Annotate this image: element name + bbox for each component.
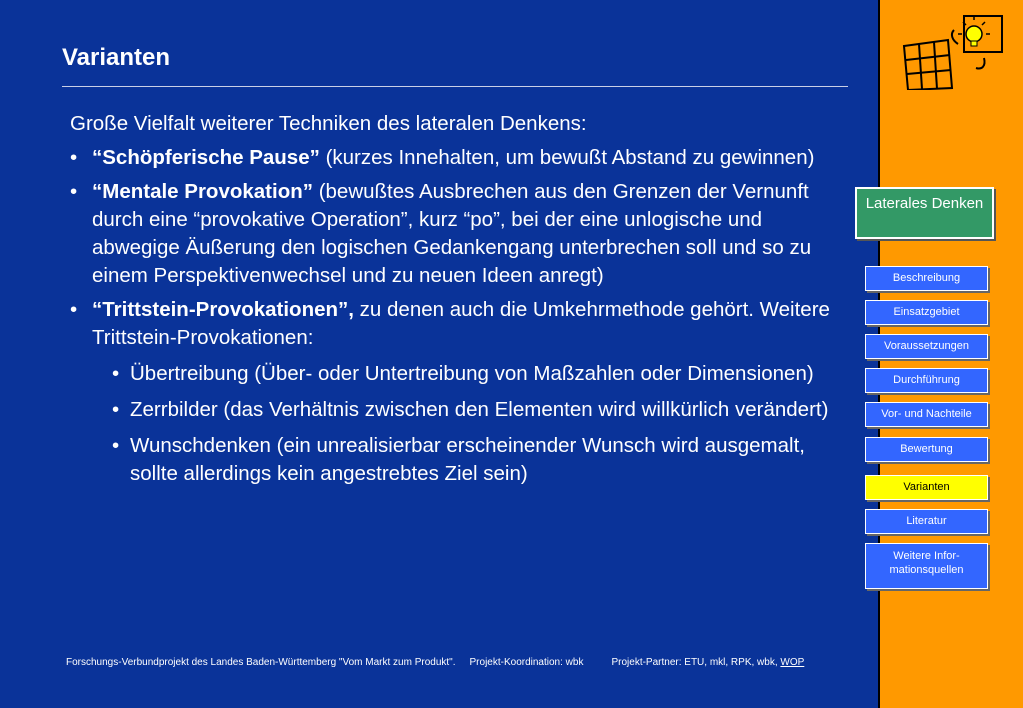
sub-bullet-text: Übertreibung (Über- oder Untertreibung von Maßzahlen oder Dimensionen) <box>130 362 814 385</box>
bullet-icon: • <box>70 180 78 203</box>
nav-einsatzgebiet[interactable]: Einsatzgebiet <box>865 300 988 325</box>
footer-partners: Projekt-Partner: ETU, mkl, RPK, wbk, <box>611 657 778 668</box>
intro-text: Große Vielfalt weiterer Techniken des lateralen Denkens: <box>70 112 587 135</box>
nav-literatur[interactable]: Literatur <box>865 509 988 534</box>
bullet-item <box>70 178 830 290</box>
nav-durchfuehrung[interactable]: Durchführung <box>865 368 988 393</box>
footer-project: Forschungs-Verbundprojekt des Landes Baden-Württemberg "Vom Markt zum Produkt". <box>66 657 456 668</box>
nav-weitere-informationsquellen[interactable]: Weitere Infor- mationsquellen <box>865 543 988 589</box>
lateral-thinking-logo-icon <box>898 10 1008 90</box>
bullet-bold: “Mentale Provokation” <box>92 180 313 203</box>
nav-voraussetzungen[interactable]: Voraussetzungen <box>865 334 988 359</box>
bullet-text: (bewußtes Ausbrechen aus den Grenzen der Vernunft durch eine “provokative Operation”, kurz “po”, bei der eine unlogische und abwegige Äußerung den logischen Gedankengang unterbrechen soll und so zu einem Perspektivenwechsel und zu neuen Ideen anregt) <box>92 180 812 287</box>
nav-bewertung[interactable]: Bewertung <box>865 437 988 462</box>
bullet-text: (kurzes Innehalten, um bewußt Abstand zu gewinnen) <box>319 146 815 169</box>
footer <box>66 657 804 668</box>
sub-bullet-item <box>70 360 830 388</box>
bullet-icon: • <box>70 146 78 169</box>
sub-bullet-text: Zerrbilder (das Verhältnis zwischen den Elementen wird willkürlich verändert) <box>130 398 829 421</box>
sub-bullet-item <box>70 432 830 488</box>
sidebar-header: Laterales Denken <box>855 187 994 239</box>
nav-beschreibung[interactable]: Beschreibung <box>865 266 988 291</box>
wop-link[interactable]: WOP <box>780 657 805 668</box>
sub-bullet-icon: • <box>112 398 120 421</box>
bullet-icon: • <box>70 298 78 321</box>
bullet-item <box>70 144 830 172</box>
sub-bullet-icon: • <box>112 362 120 385</box>
sub-bullet-item <box>70 396 830 424</box>
sub-bullet-text: Wunschdenken (ein unrealisierbar erscheinender Wunsch wird ausgemalt, sollte allerdings kein angestrebtes Ziel sein) <box>130 434 805 485</box>
nav-vor-und-nachteile[interactable]: Vor- und Nachteile <box>865 402 988 427</box>
title-divider <box>62 86 848 87</box>
footer-coordination: Projekt-Koordination: wbk <box>469 657 584 668</box>
bullet-bold: “Trittstein-Provokationen”, <box>92 298 354 321</box>
bullet-item <box>70 296 830 352</box>
bullet-text: zu denen auch die Umkehrmethode gehört. Weitere Trittstein-Provokationen: <box>92 298 830 349</box>
slide-content <box>70 110 830 496</box>
nav-varianten[interactable]: Varianten <box>865 475 988 500</box>
sub-bullet-icon: • <box>112 434 120 457</box>
bullet-bold: “Schöpferische Pause” <box>92 146 320 169</box>
slide-title: Varianten <box>62 44 171 71</box>
